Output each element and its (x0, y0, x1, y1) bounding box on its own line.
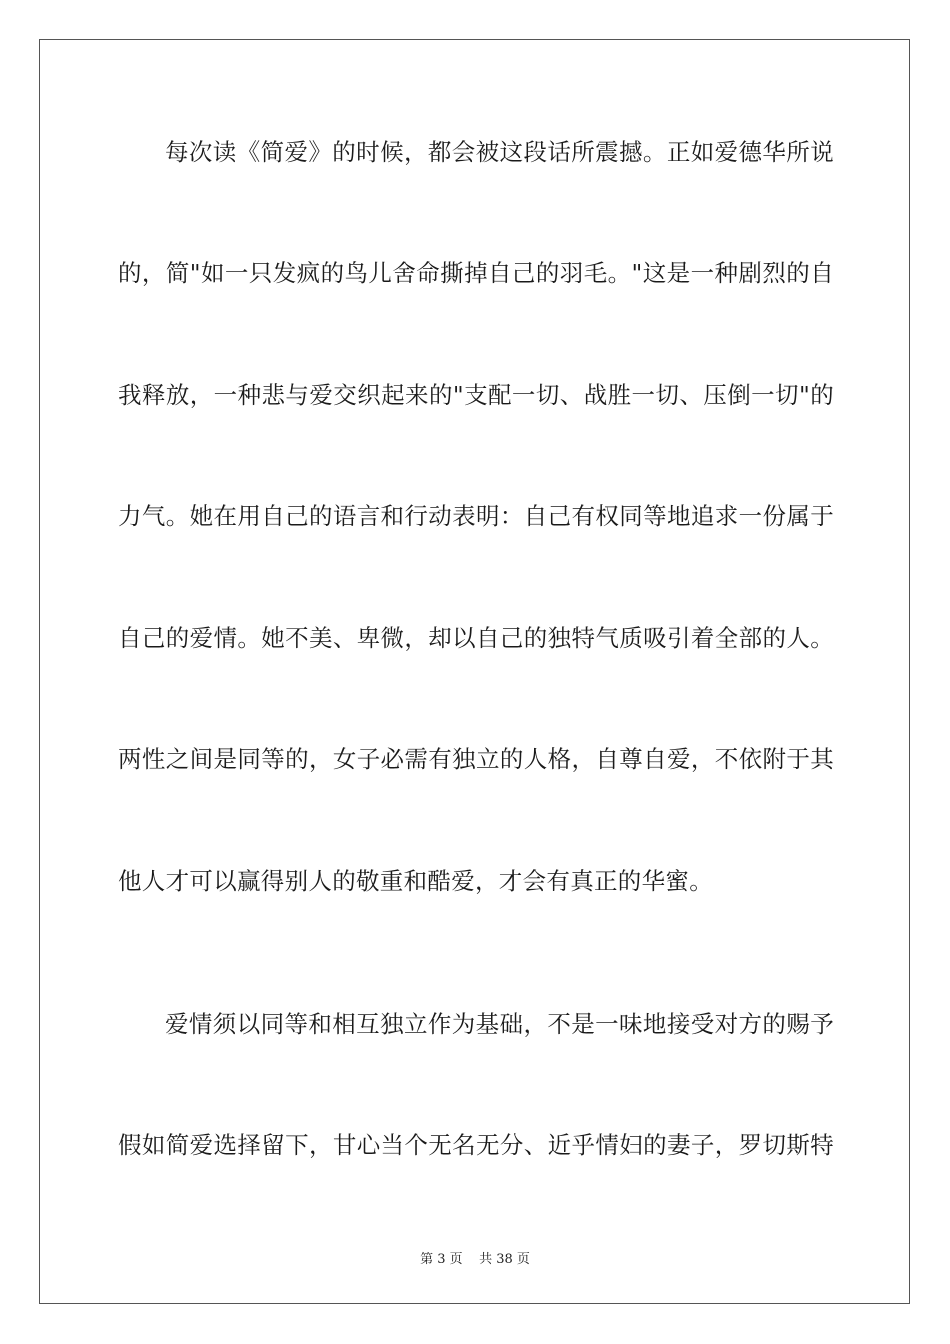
text-line: 我释放，一种悲与爱交织起来的"支配一切、战胜一切、压倒一切"的 (118, 381, 834, 409)
text-line: 自己的爱情。她不美、卑微，却以自己的独特气质吸引着全部的人。 (118, 624, 834, 652)
text-line: 爱情须以同等和相互独立作为基础，不是一味地接受对方的赐予 (165, 1010, 834, 1038)
text-line: 的，简"如一只发疯的鸟儿舍命撕掉自己的羽毛。"这是一种剧烈的自 (118, 259, 834, 287)
page-border (39, 39, 910, 1304)
text-line: 两性之间是同等的，女子必需有独立的人格，自尊自爱，不依附于其 (118, 745, 834, 773)
text-line: 力气。她在用自己的语言和行动表明：自己有权同等地追求一份属于 (118, 502, 834, 530)
page-number-footer: 第 3 页 共 38 页 (420, 1252, 530, 1267)
text-line: 假如简爱选择留下，甘心当个无名无分、近乎情妇的妻子，罗切斯特 (118, 1131, 834, 1159)
text-line: 每次读《简爱》的时候，都会被这段话所震撼。正如爱德华所说 (165, 138, 834, 166)
text-line: 他人才可以赢得别人的敬重和酷爱，才会有真正的华蜜。 (118, 867, 713, 895)
